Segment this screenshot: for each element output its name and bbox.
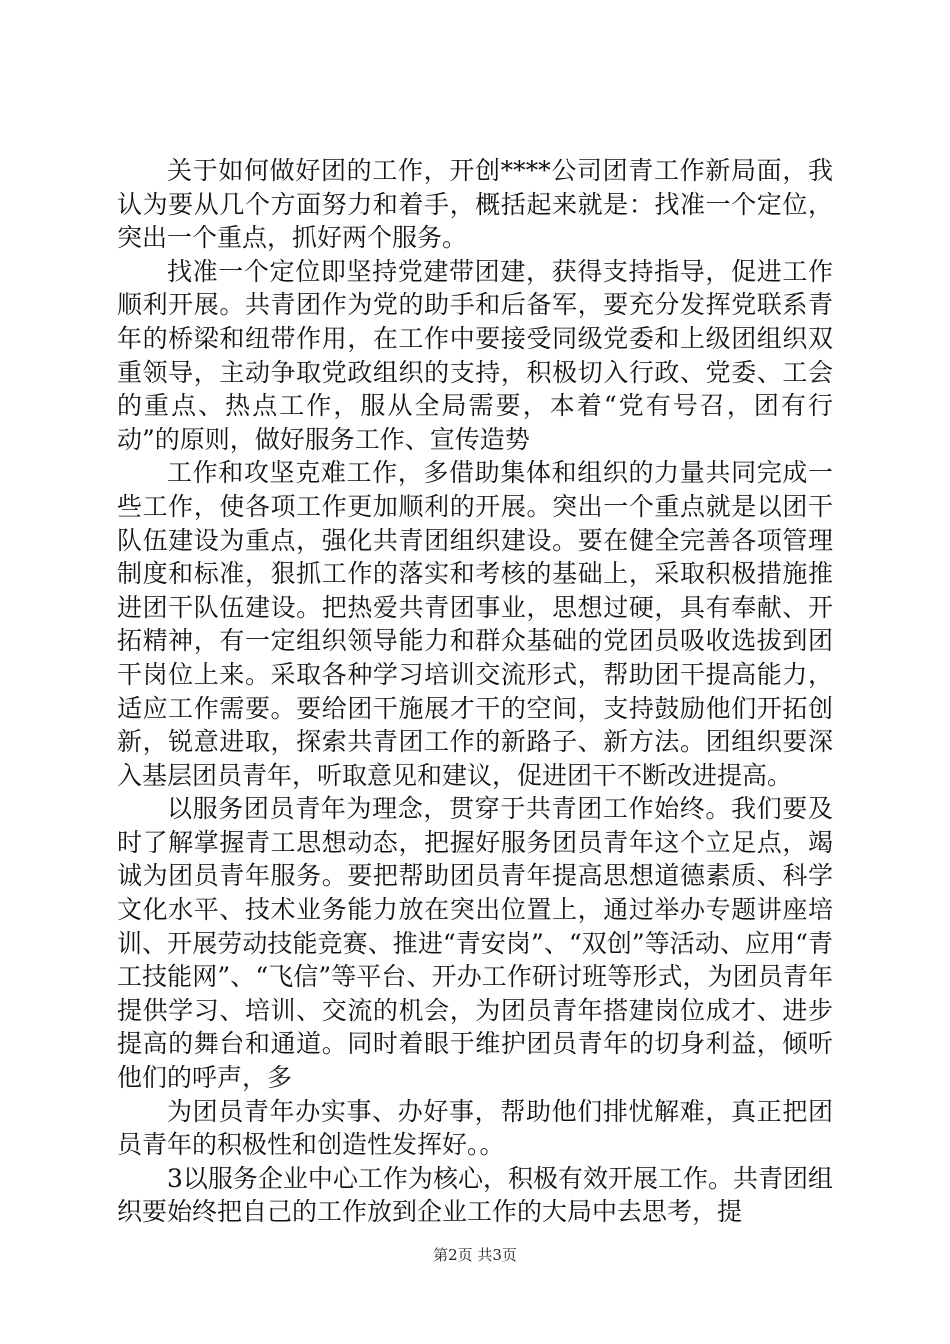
paragraph: 找准一个定位即坚持党建带团建，获得支持指导，促进工作顺利开展。共青团作为党的助手和后备军，要充分发挥党联系青年的桥梁和纽带作用，在工作中要接受同级党委和上级团组织双重领导，主动争取党政组织的支持，积极切入行政、党委、工会的重点、热点工作，服从全局需要，本着“党有号召，团有行动”的原则，做好服务工作、宣传造势 <box>117 256 833 454</box>
paragraph: 为团员青年办实事、办好事，帮助他们排忧解难，真正把团员青年的积极性和创造性发挥好。。 <box>117 1096 833 1160</box>
paragraph: 工作和攻坚克难工作，多借助集体和组织的力量共同完成一些工作，使各项工作更加顺利的开展。突出一个重点就是以团干队伍建设为重点，强化共青团组织建设。要在健全完善各项管理制度和标准，狠抓工作的落实和考核的基础上，采取积极措施推进团干队伍建设。把热爱共青团事业，思想过硬，具有奉献、开拓精神，有一定组织领导能力和群众基础的党团员吸收选拔到团干岗位上来。采取各种学习培训交流形式，帮助团干提高能力，适应工作需要。要给团干施展才干的空间，支持鼓励他们开拓创新，锐意进取，探索共青团工作的新路子、新方法。团组织要深入基层团员青年，听取意见和建议，促进团干不断改进提高。 <box>117 458 833 790</box>
paragraph: 关于如何做好团的工作，开创****公司团青工作新局面，我认为要从几个方面努力和着手，概括起来就是：找准一个定位，突出一个重点，抓好两个服务。 <box>117 156 833 253</box>
paragraph: 以服务团员青年为理念，贯穿于共青团工作始终。我们要及时了解掌握青工思想动态，把握好服务团员青年这个立足点，竭诚为团员青年服务。要把帮助团员青年提高思想道德素质、科学文化水平、技术业务能力放在突出位置上，通过举办专题讲座培训、开展劳动技能竞赛、推进“青安岗”、“双创”等活动、应用“青工技能网”、“飞信”等平台、开办工作研讨班等形式，为团员青年提供学习、培训、交流的机会，为团员青年搭建岗位成才、进步提高的舞台和通道。同时着眼于维护团员青年的切身利益，倾听他们的呼声，多 <box>117 794 833 1093</box>
page-number-footer: 第2页 共3页 <box>433 1246 517 1264</box>
document-body <box>117 154 833 1229</box>
paragraph: 3以服务企业中心工作为核心，积极有效开展工作。共青团组织要始终把自己的工作放到企业工作的大局中去思考，提 <box>117 1163 833 1227</box>
